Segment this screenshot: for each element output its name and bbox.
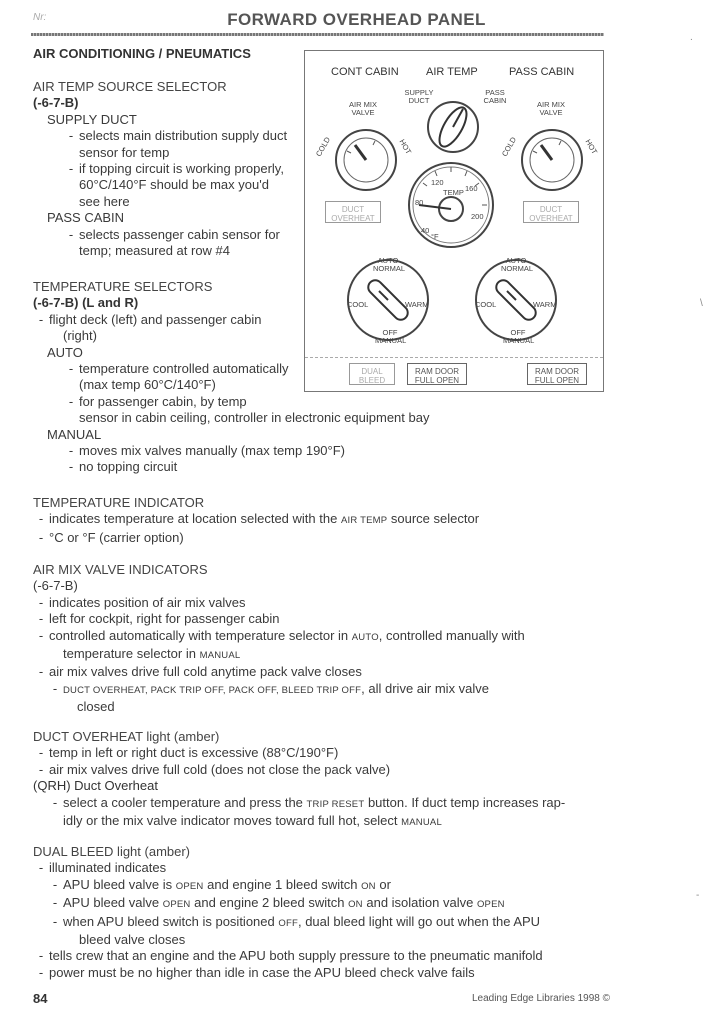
- ram-door-light-right: RAM DOOR FULL OPEN: [527, 363, 587, 385]
- scan-mark: .: [690, 32, 693, 43]
- page-number: 84: [33, 991, 48, 1006]
- cold-label-right: COLD: [499, 135, 519, 159]
- copyright: Leading Edge Libraries 1998 ©: [471, 993, 610, 1004]
- air-mix-valve-label-right: AIR MIX VALVE: [537, 100, 565, 117]
- list-item: - temp in left or right duct is excessive (88°C/190°F): [38, 745, 339, 761]
- dial-gauge-icon: [329, 123, 403, 197]
- main-heading: AIR CONDITIONING / PNEUMATICS: [33, 46, 251, 61]
- panel-label-cont-cabin: CONT CABIN: [331, 66, 399, 78]
- warm-label-left: WARM: [405, 300, 429, 309]
- list-item: - indicates temperature at location selected with the AIR TEMP source selector: [38, 511, 480, 527]
- gauge-tick-120: 120: [431, 178, 444, 187]
- list-item: - for passenger cabin, by temp: [68, 393, 247, 409]
- subhead-supply-duct: SUPPLY DUCT: [47, 111, 137, 127]
- subhead-pass-cabin: PASS CABIN: [47, 210, 125, 226]
- auto-normal-label-left: AUTO NORMAL: [373, 256, 406, 273]
- cold-label-left: COLD: [313, 135, 333, 159]
- section-ref: (-6-7-B) (L and R): [33, 295, 139, 311]
- list-item-cont: (max temp 60°C/140°F): [79, 377, 216, 393]
- dual-bleed-light: DUAL BLEED: [349, 363, 395, 385]
- gauge-tick-40: 40: [421, 226, 430, 235]
- page-title: FORWARD OVERHEAD PANEL: [227, 10, 486, 29]
- subhead-manual: MANUAL: [47, 426, 102, 442]
- list-item-cont: see here: [79, 193, 130, 209]
- cool-label-left: COOL: [347, 300, 369, 309]
- list-item: - selects main distribution supply duct: [68, 128, 288, 144]
- duct-overheat-light-left: DUCT OVERHEAT: [325, 201, 381, 223]
- list-item-cont: sensor in cabin ceiling, controller in electronic equipment bay: [79, 410, 430, 426]
- gauge-unit: °F: [431, 232, 439, 241]
- warm-label-right: WARM: [533, 300, 557, 309]
- list-item: - when APU bleed switch is positioned OFF, dual bleed light will go out when the APU: [52, 913, 541, 929]
- list-item: - left for cockpit, right for passenger cabin: [38, 611, 280, 627]
- section-title: DUCT OVERHEAT light (amber): [33, 729, 220, 744]
- header-rule: [31, 33, 604, 36]
- hot-label-left: HOT: [397, 137, 414, 156]
- air-temp-source-selector-knob[interactable]: [425, 99, 481, 155]
- section-title: AIR MIX VALVE INDICATORS: [33, 562, 208, 577]
- air-mix-valve-indicator-right: [515, 123, 589, 197]
- gauge-tick-200: 200: [471, 212, 484, 221]
- section-title: TEMPERATURE INDICATOR: [33, 495, 205, 510]
- temperature-indicator-section: [33, 495, 479, 546]
- qrh-heading: (QRH) Duct Overheat: [33, 778, 158, 794]
- list-item: - temperature controlled automatically: [68, 361, 289, 377]
- off-manual-label-left: OFF MANUAL: [375, 328, 407, 345]
- list-item-cont: closed: [77, 699, 115, 715]
- list-item: - controlled automatically with temperature selector in AUTO, controlled manually with: [38, 627, 525, 643]
- section-title: TEMPERATURE SELECTORS: [33, 279, 213, 294]
- list-item: - °C or °F (carrier option): [38, 529, 184, 545]
- air-mix-valve-label-left: AIR MIX VALVE: [349, 100, 377, 117]
- air-temp-source-section: [33, 79, 287, 259]
- gauge-tick-160: 160: [465, 184, 478, 193]
- section-ref: (-6-7-B): [33, 95, 79, 111]
- list-item-cont: temp; measured at row #4: [79, 243, 231, 259]
- list-item-cont: (right): [63, 328, 97, 344]
- overhead-panel-diagram: [304, 50, 604, 392]
- list-item: - moves mix valves manually (max temp 190°F): [68, 443, 345, 459]
- dual-bleed-section: [33, 844, 543, 981]
- list-item: - illuminated indicates: [38, 860, 167, 876]
- list-item: - select a cooler temperature and press the TRIP RESET button. If duct temp increases rap-: [52, 794, 566, 810]
- list-item: - tells crew that an engine and the APU both supply pressure to the pneumatic manifold: [38, 948, 543, 964]
- list-item: - no topping circuit: [68, 459, 178, 475]
- list-item: - APU bleed valve OPEN and engine 2 bleed switch ON and isolation valve OPEN: [52, 895, 505, 911]
- list-item: - flight deck (left) and passenger cabin: [38, 311, 262, 327]
- section-title: DUAL BLEED light (amber): [33, 844, 191, 859]
- list-item-cont: idly or the mix valve indicator moves toward full hot, select MANUAL: [63, 813, 442, 829]
- cool-label-right: COOL: [475, 300, 497, 309]
- gauge-tick-80: 80: [415, 198, 424, 207]
- ram-door-light-left: RAM DOOR FULL OPEN: [407, 363, 467, 385]
- list-item-cont: 60°C/140°F should be max you'd: [79, 177, 269, 193]
- section-title: AIR TEMP SOURCE SELECTOR: [33, 79, 227, 94]
- list-item: - DUCT OVERHEAT, PACK TRIP OFF, PACK OFF, BLEED TRIP OFF, all drive air mix valve: [52, 680, 490, 696]
- nr-label: Nr:: [33, 12, 47, 23]
- list-item: - selects passenger cabin sensor for: [68, 226, 280, 242]
- air-mix-valve-indicator-left: [329, 123, 403, 197]
- panel-label-pass-cabin: PASS CABIN: [509, 66, 575, 78]
- pass-cabin-label: PASS CABIN: [483, 88, 507, 105]
- rotary-knob-icon: [425, 99, 481, 155]
- list-item: - power must be no higher than idle in case the APU bleed check valve fails: [38, 964, 475, 980]
- list-item: - if topping circuit is working properly,: [68, 161, 284, 177]
- supply-duct-label: SUPPLY DUCT: [404, 88, 434, 105]
- gauge-temp-label: TEMP: [443, 188, 464, 197]
- auto-normal-label-right: AUTO NORMAL: [501, 256, 534, 273]
- list-item: - air mix valves drive full cold (does not close the pack valve): [38, 761, 391, 777]
- off-manual-label-right: OFF MANUAL: [503, 328, 535, 345]
- section-ref: (-6-7-B): [33, 578, 78, 594]
- scan-mark: \: [700, 298, 703, 309]
- panel-label-air-temp: AIR TEMP: [426, 66, 478, 78]
- subhead-auto: AUTO: [47, 344, 83, 360]
- air-mix-valve-indicators-section: [33, 562, 525, 716]
- list-item: - indicates position of air mix valves: [38, 594, 246, 610]
- list-item-cont: temperature selector in MANUAL: [63, 646, 241, 662]
- list-item: - air mix valves drive full cold anytime pack valve closes: [38, 664, 362, 680]
- duct-overheat-section: [33, 729, 565, 831]
- panel-divider: [305, 357, 603, 358]
- list-item-cont: sensor for temp: [79, 144, 170, 160]
- list-item: - APU bleed valve is OPEN and engine 1 bleed switch ON or: [52, 876, 391, 892]
- hot-label-right: HOT: [583, 137, 600, 156]
- dial-gauge-icon: [515, 123, 589, 197]
- scan-mark: -: [696, 890, 700, 901]
- list-item-cont: bleed valve closes: [79, 932, 186, 948]
- duct-overheat-light-right: DUCT OVERHEAT: [523, 201, 579, 223]
